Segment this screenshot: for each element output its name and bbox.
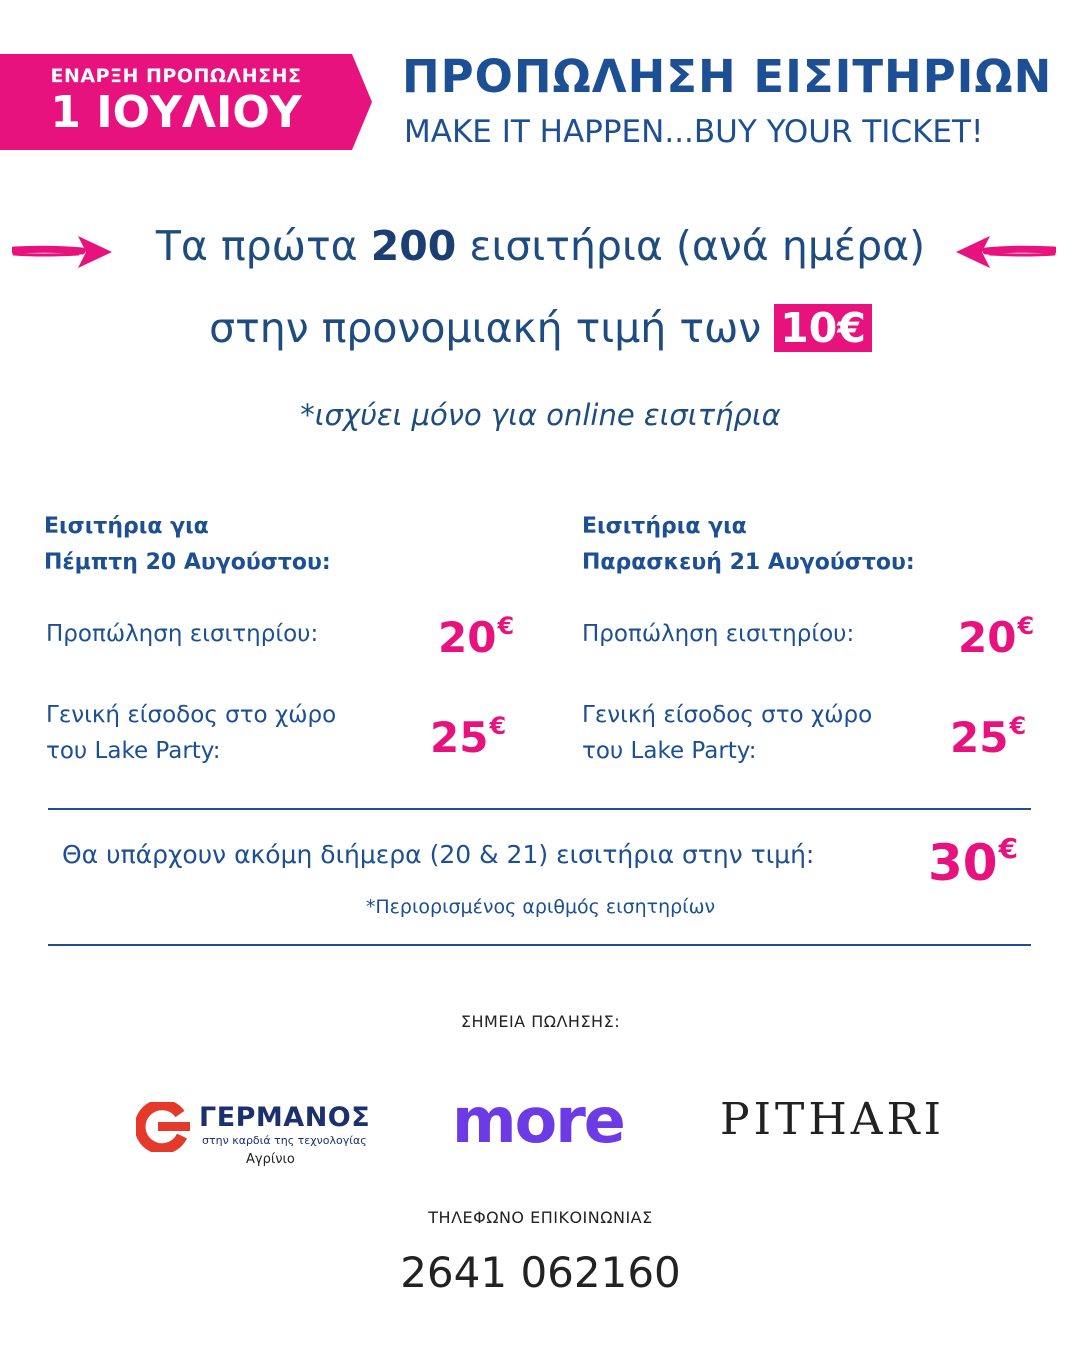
presale-start-label: ΕΝΑΡΞΗ ΠΡΟΠΩΛΗΣΗΣ: [50, 65, 302, 87]
two-day-ticket-price: [928, 832, 1018, 892]
divider-top: [48, 808, 1031, 810]
day2-heading: [582, 509, 915, 581]
day2-general-price: [950, 712, 1026, 762]
contact-phone-label: ΤΗΛΕΦΩΝΟ ΕΠΙΚΟΙΝΩΝΙΑΣ: [428, 1208, 653, 1227]
day1-general-label: [46, 697, 336, 769]
day1-presale-label: Προπώληση εισιτηρίου:: [46, 621, 319, 647]
euro-sign: €: [998, 832, 1019, 865]
pithari-logo: PITHARI: [720, 1094, 945, 1145]
contact-phone-number: 2641 062160: [400, 1248, 681, 1297]
headline-line-2: [0, 304, 1081, 352]
divider-bottom: [48, 944, 1031, 946]
more-logo: more: [452, 1084, 624, 1157]
day2-heading-line1: Εισιτήρια για: [582, 514, 747, 539]
day2-presale-price: [958, 612, 1034, 662]
day2-presale-value: 20: [958, 613, 1017, 662]
headline-post: εισιτήρια (ανά ημέρα): [456, 222, 926, 270]
day1-heading-line2: Πέμπτη 20 Αυγούστου:: [44, 550, 331, 575]
two-day-ticket-text: Θα υπάρχουν ακόμη διήμερα (20 & 21) εισιτήρια στην τιμή:: [62, 840, 815, 869]
euro-sign: €: [489, 712, 507, 740]
day2-presale-label: Προπώληση εισιτηρίου:: [582, 621, 855, 647]
headline-pre: Τα πρώτα: [155, 222, 371, 270]
headline-line-1: [0, 222, 1081, 270]
germanos-logo-icon: [136, 1102, 192, 1152]
germanos-logo-tagline: στην καρδιά της τεχνολογίας: [202, 1134, 367, 1147]
day1-general-value: 25: [430, 713, 489, 762]
day1-general-price: [430, 712, 506, 762]
euro-sign: €: [1009, 712, 1027, 740]
promo-price-badge: 10€: [774, 304, 872, 352]
page-title: ΠΡΟΠΩΛΗΣΗ ΕΙΣΙΤΗΡΙΩΝ: [402, 50, 1053, 103]
limited-tickets-note: *Περιορισμένος αριθμός εισητηρίων: [365, 896, 716, 918]
day2-general-label: [582, 697, 872, 769]
sales-points-label: ΣΗΜΕΙΑ ΠΩΛΗΣΗΣ:: [460, 1012, 621, 1031]
day2-heading-line2: Παρασκευή 21 Αυγούστου:: [582, 550, 915, 575]
two-day-ticket-value: 30: [928, 834, 998, 892]
headline-line2-text: στην προνομιακή τιμή των: [209, 304, 775, 352]
euro-sign: €: [497, 612, 515, 640]
germanos-logo-name: ΓΕΡΜΑΝΟΣ: [199, 1102, 371, 1133]
day2-general-label-line1: Γενική είσοδος στο χώρο: [582, 702, 873, 728]
day1-presale-value: 20: [438, 613, 497, 662]
germanos-location: Αγρίνιο: [246, 1152, 295, 1167]
day1-heading: [44, 509, 331, 581]
day2-general-value: 25: [950, 713, 1009, 762]
presale-start-banner: [0, 54, 352, 150]
euro-sign: €: [1017, 612, 1035, 640]
day1-presale-price: [438, 612, 514, 662]
presale-start-date: 1 ΙΟΥΛΙΟΥ: [50, 87, 302, 138]
day1-heading-line1: Εισιτήρια για: [44, 514, 209, 539]
headline-count: 200: [370, 222, 457, 270]
day2-general-label-line2: του Lake Party:: [582, 738, 757, 764]
online-only-note: *ισχύει μόνο για online εισιτήρια: [300, 398, 781, 432]
day1-general-label-line1: Γενική είσοδος στο χώρο: [46, 702, 337, 728]
page-subtitle: MAKE IT HAPPEN...BUY YOUR TICKET!: [404, 114, 984, 150]
day1-general-label-line2: του Lake Party:: [46, 738, 221, 764]
banner-arrow-tip: [352, 54, 372, 150]
